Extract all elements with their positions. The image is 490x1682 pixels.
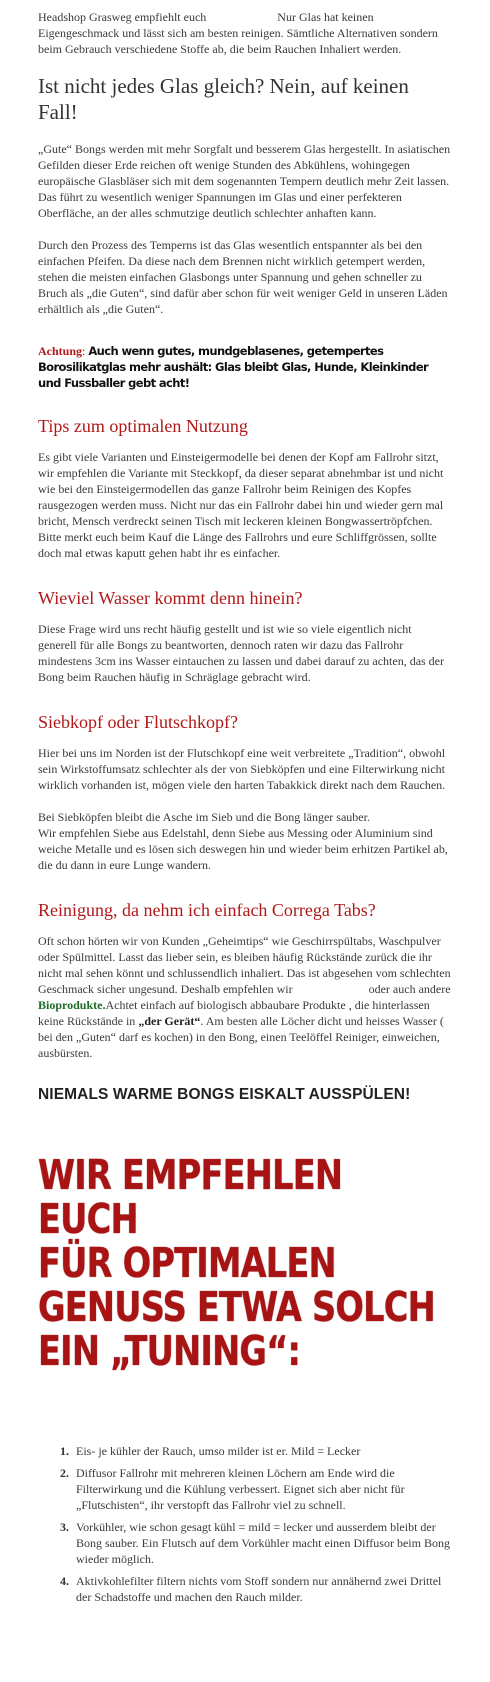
glass-paragraph-2: Durch den Prozess des Temperns ist das Glas wesentlich entspannter als bei den einfachen Pfeifen. Da diese nach dem Brennen nicht wirklich getempert werden, stehen die meisten einfachen Glasbongs unter Spannung und gehen schneller zu Bruch als „die Guten“, sind dafür aber schon für weit weniger Geld in unseren Läden erhältlich als „die Guten“. xyxy=(38,238,448,316)
section-heading-cleaning: Reinigung, da nehm ich einfach Correga Tabs? xyxy=(38,900,376,920)
bioprodukte-link[interactable]: Bioprodukte. xyxy=(38,998,106,1012)
banner-line-3: GENUSS ETWA SOLCH xyxy=(38,1283,435,1331)
warning-note: Achtung: Auch wenn gutes, mundgeblasenes, getempertes Borosilikatglas mehr aushält: Glas bleibt Glas, Hunde, Kleinkinder und Fussballer gebt acht! xyxy=(38,344,429,390)
intro-text-after: Nur Glas hat keinen Eigengeschmack und lässt sich am besten reinigen. Sämtliche Alternativen sondern beim Gebrauch verschiedene Stoffe ab, die beim Rauchen Inhaliert werden. xyxy=(38,10,438,56)
glass-paragraph-1: „Gute“ Bongs werden mit mehr Sorgfalt und besserem Glas hergestellt. In asiatischen Gefilden dieser Erde reichen oft wenige Stunden des Abkühlens, wohingegen europäische Glasbläser sich mit dem sogenannten Tempern deutlich mehr Zeit lassen. Das führt zu wesentlich weniger Spannungen im Glas und einer perfekteren Oberfläche, an der alles schmutzige deutlich schlechter anhaften kann. xyxy=(38,142,451,220)
cleaning-emphasis: „der Gerät“ xyxy=(138,1014,201,1028)
cleaning-text-d: . Am besten alle Löcher dicht und heisses Wasser ( bei den „Guten“ darf es kochen) in den Bong, einen Teelöffel Reiniger, einweichen, ausbürsten. xyxy=(38,1014,444,1060)
list-item: 2. Diffusor Fallrohr mit mehreren kleinen Löchern am Ende wird die Filterwirkung und die Kühlung verbessert. Eignet sich aber nicht für „Flutschisten“, ihr verstopft das Fallrohr viel zu schnell. xyxy=(72,1465,452,1513)
tuning-banner xyxy=(38,1153,448,1373)
bowl-line-1: Bei Siebköpfen bleibt die Asche im Sieb und die Bong länger sauber. xyxy=(38,810,370,824)
bowl-paragraph-1: Hier bei uns im Norden ist der Flutschkopf eine weit verbreitete „Tradition“, obwohl sein Wirkstoffumsatz schlechter als der von Siebköpfen und eine Filterwirkung nicht wirklich vorhanden ist, mögen viele den harten Tabakkick direkt nach dem Rauchen. xyxy=(38,746,446,792)
water-paragraph: Diese Frage wird uns recht häufig gestellt und ist wie so viele eigentlich nicht generell für alle Bongs zu beantworten, dennoch raten wir dazu das Fallrohr mindestens 3cm ins Wasser eintauchen zu lassen und dabei darauf zu achten, das der Bong beim Rauchen häufig in Schräglage gebracht wird. xyxy=(38,622,445,684)
intro-paragraph xyxy=(38,9,452,57)
section-heading-water: Wieviel Wasser kommt denn hinein? xyxy=(38,588,303,608)
caps-warning: NIEMALS WARME BONGS EISKALT AUSSPÜLEN! xyxy=(38,1086,411,1103)
list-item: 1. Eis- je kühler der Rauch, umso milder ist er. Mild = Lecker xyxy=(72,1443,452,1459)
banner-line-4: EIN „TUNING“: xyxy=(38,1327,301,1375)
cleaning-paragraph xyxy=(38,933,452,1061)
cleaning-text-c: Achtet einfach auf biologisch abbaubare Produkte , die hinterlassen keine Rückstände in xyxy=(38,998,430,1028)
banner-line-2: FÜR OPTIMALEN xyxy=(38,1239,336,1287)
tuning-list xyxy=(38,1443,452,1605)
bowl-line-2: Wir empfehlen Siebe aus Edelstahl, denn Siebe aus Messing oder Aluminium sind weiche Metalle und es lösen sich deswegen hin und wieder beim erhitzen Partikel ab, die du dann in eure Lunge wandern. xyxy=(38,826,448,872)
warning-label: Achtung xyxy=(38,344,83,358)
list-item: 3. Vorkühler, wie schon gesagt kühl = mild = lecker und ausserdem bleibt der Bong sauber. Ein Flutsch auf dem Vorkühler macht einen Diffusor beim Bong wieder möglich. xyxy=(72,1519,452,1567)
tips-paragraph: Es gibt viele Varianten und Einsteigermodelle bei denen der Kopf am Fallrohr sitzt, wir empfehlen die Variante mit Steckkopf, da dieser separat abnehmbar ist und nicht wie bei den Einsteigermodellen das ganze Fallrohr beim Reinigen des Kopfes rausgezogen werden muss. Nicht nur das ein Fallrohr dabei hin und wieder gern mal bricht, Mensch verdreckt seinen Tisch mit leckeren kleinen Bongwassertröpfchen. Bitte merkt euch beim Kauf die Länge des Fallrohrs und eure Schliffgrössen, sollte doch mal etwas kaputt gehen habt ihr es einfacher. xyxy=(38,450,444,560)
bowl-paragraph-2 xyxy=(38,809,452,873)
section-heading-glass: Ist nicht jedes Glas gleich? Nein, auf keinen Fall! xyxy=(38,74,409,124)
cleaning-text-b: oder auch andere xyxy=(368,982,451,996)
cleaning-text-a: Oft schon hörten wir von Kunden „Geheimtips“ wie Geschirrspültabs, Waschpulver oder Spülmittel. Lasst das lieber sein, es bleiben häufig Rückstände zurück die ihr nicht mal sehen könnt und schlussendlich inhaliert. Das ist abgesehen vom schlechten Geschmack sicher ungesund. Deshalb empfehlen wir xyxy=(38,934,451,996)
section-heading-tips: Tips zum optimalen Nutzung xyxy=(38,416,248,436)
section-heading-bowl: Siebkopf oder Flutschkopf? xyxy=(38,712,238,732)
list-item: 4. Aktivkohlefilter filtern nichts vom Stoff sondern nur annähernd zwei Drittel der Schadstoffe und machen den Rauch milder. xyxy=(72,1573,452,1605)
intro-text-before: Headshop Grasweg empfiehlt euch xyxy=(38,10,207,24)
banner-line-1: WIR EMPFEHLEN EUCH xyxy=(38,1151,343,1243)
warning-text: Auch wenn gutes, mundgeblasenes, getempertes Borosilikatglas mehr aushält: Glas bleibt Glas, Hunde, Kleinkinder und Fussballer gebt acht! xyxy=(38,344,429,390)
